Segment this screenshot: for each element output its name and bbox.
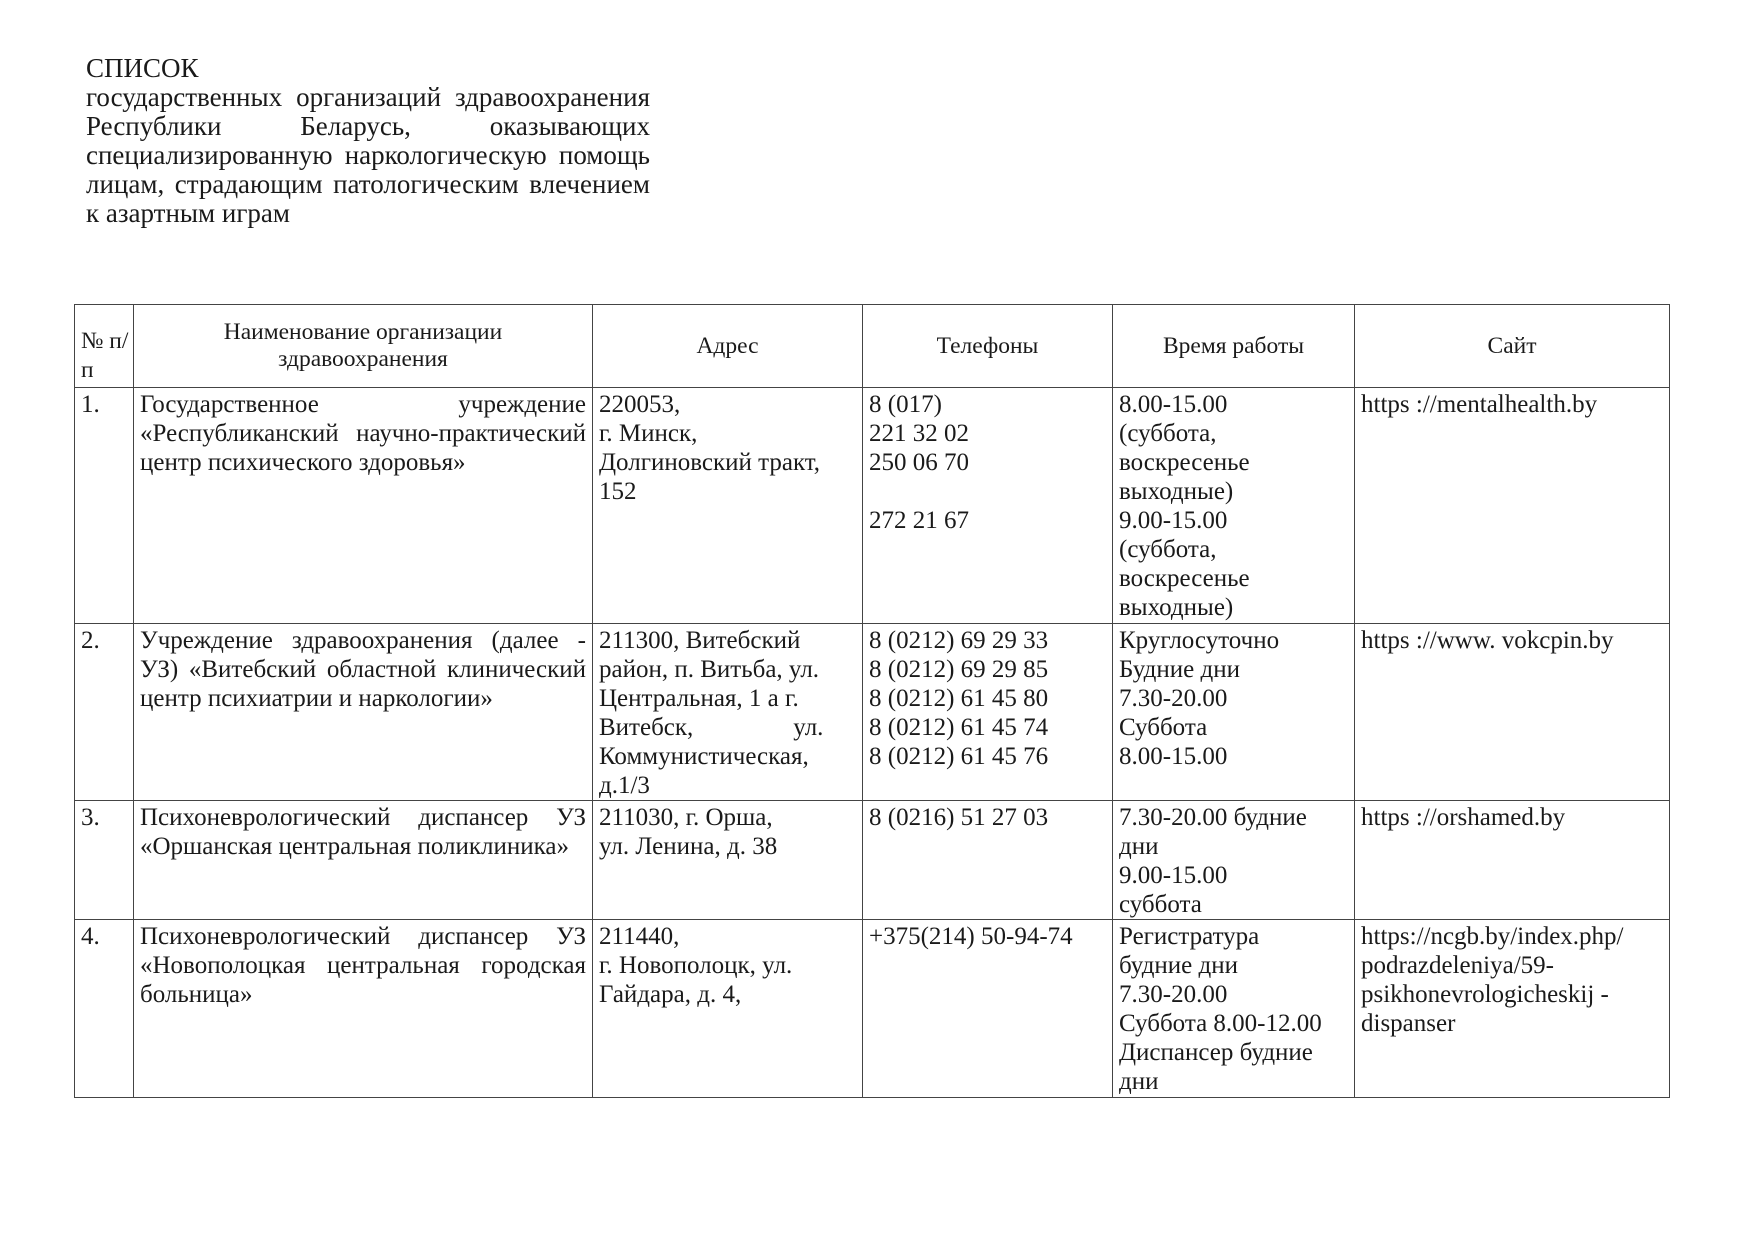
org-site: https ://orshamed.by — [1355, 801, 1670, 920]
document-heading — [86, 54, 650, 228]
row-num: 4. — [75, 920, 134, 1098]
org-hours — [1113, 801, 1355, 920]
hours-line: 8.00-15.00 — [1119, 391, 1228, 418]
table-row — [75, 388, 1670, 624]
org-name: Психоневрологический диспансер УЗ «Оршанская центральная поликлиника» — [134, 801, 593, 920]
hours-line: 7.30-20.00 будние — [1119, 804, 1307, 831]
phone-line: 8 (0212) 61 45 76 — [869, 743, 1049, 770]
org-address — [593, 801, 863, 920]
row-num: 2. — [75, 624, 134, 801]
phone-spacer — [869, 477, 1106, 506]
site-line: dispanser — [1361, 1010, 1456, 1037]
header-site: Сайт — [1355, 305, 1670, 388]
table-header-row — [75, 305, 1670, 388]
hours-line: 9.00-15.00 — [1119, 507, 1228, 534]
phone-line: 8 (0212) 69 29 33 — [869, 627, 1049, 654]
org-hours — [1113, 920, 1355, 1098]
hours-line: (суббота, — [1119, 536, 1217, 563]
org-name: Психоневрологический диспансер УЗ «Новополоцкая центральная городская больница» — [134, 920, 593, 1098]
org-site: https ://mentalhealth.by — [1355, 388, 1670, 624]
org-name: Государственное учреждение «Республиканский научно-практический центр психического здоровья» — [134, 388, 593, 624]
hours-line: дни — [1119, 833, 1159, 860]
hours-line: Суббота 8.00-12.00 — [1119, 1010, 1322, 1037]
org-phones — [863, 801, 1113, 920]
hours-line: выходные) — [1119, 478, 1234, 505]
table-row — [75, 920, 1670, 1098]
hours-line: воскресенье — [1119, 565, 1250, 592]
hours-line: 7.30-20.00 — [1119, 981, 1228, 1008]
phone-line: 8 (0212) 61 45 74 — [869, 714, 1049, 741]
hours-line: Будние дни — [1119, 656, 1240, 683]
org-phones — [863, 388, 1113, 624]
org-site — [1355, 920, 1670, 1098]
hours-line: 8.00-15.00 — [1119, 743, 1228, 770]
organizations-table — [74, 304, 1670, 1098]
header-hours: Время работы — [1113, 305, 1355, 388]
address-line: ул. Ленина, д. 38 — [599, 833, 778, 860]
hours-line: Диспансер будние — [1119, 1039, 1313, 1066]
address-line: Долгиновский тракт, — [599, 449, 821, 476]
address-line: Коммунистическая, — [599, 743, 809, 770]
address-line: 211440, — [599, 923, 680, 950]
hours-line: будние дни — [1119, 952, 1238, 979]
document-title: СПИСОК — [86, 53, 199, 83]
row-num: 1. — [75, 388, 134, 624]
phone-line: 221 32 02 — [869, 420, 969, 447]
address-line: Витебск, ул. — [599, 714, 824, 741]
hours-line: Суббота — [1119, 714, 1208, 741]
org-address — [593, 624, 863, 801]
site-line: podrazdeleniya/59- — [1361, 952, 1554, 979]
org-address — [593, 920, 863, 1098]
hours-line: 7.30-20.00 — [1119, 685, 1228, 712]
hours-line: Регистратура — [1119, 923, 1260, 950]
hours-line: воскресенье — [1119, 449, 1250, 476]
address-line: Центральная, 1 а г. — [599, 685, 799, 712]
address-line: Гайдара, д. 4, — [599, 981, 742, 1008]
hours-line: (суббота, — [1119, 420, 1217, 447]
table-row — [75, 801, 1670, 920]
hours-line: 9.00-15.00 — [1119, 862, 1228, 889]
document-subtitle: государственных организаций здравоохранения Республики Беларусь, оказывающих специализированную наркологическую помощь лицам, страдающим патологическим влечением к азартным играм — [86, 82, 650, 228]
header-name: Наименование организации здравоохранения — [134, 305, 593, 388]
site-line: psikhonevrologicheskij - — [1361, 981, 1609, 1008]
hours-line: суббота — [1119, 891, 1202, 918]
org-phones — [863, 920, 1113, 1098]
hours-line: Круглосуточно — [1119, 627, 1280, 654]
phone-line: 8 (017) — [869, 391, 942, 418]
phone-line: 250 06 70 — [869, 449, 969, 476]
table-row — [75, 624, 1670, 801]
hours-line: дни — [1119, 1068, 1159, 1095]
header-address: Адрес — [593, 305, 863, 388]
address-line: 211030, г. Орша, — [599, 804, 773, 831]
org-phones — [863, 624, 1113, 801]
hours-line: выходные) — [1119, 594, 1234, 621]
address-line: 152 — [599, 478, 637, 505]
org-name: Учреждение здравоохранения (далее - УЗ) «Витебский областной клинический центр психиатрии и наркологии» — [134, 624, 593, 801]
phone-line: +375(214) 50-94-74 — [869, 923, 1073, 950]
address-line: 220053, — [599, 391, 681, 418]
header-num: № п/п — [75, 305, 134, 388]
phone-line: 8 (0212) 69 29 85 — [869, 656, 1049, 683]
site-line: https://ncgb.by/index.php/ — [1361, 923, 1624, 950]
org-hours — [1113, 624, 1355, 801]
org-hours — [1113, 388, 1355, 624]
address-line: г. Новополоцк, ул. — [599, 952, 793, 979]
address-line: 211300, Витебский — [599, 627, 801, 654]
header-phones: Телефоны — [863, 305, 1113, 388]
address-line: г. Минск, — [599, 420, 698, 447]
phone-line: 8 (0216) 51 27 03 — [869, 804, 1049, 831]
address-line: д.1/3 — [599, 772, 650, 799]
address-line: район, п. Витьба, ул. — [599, 656, 820, 683]
org-site: https ://www. vokcpin.by — [1355, 624, 1670, 801]
phone-line: 8 (0212) 61 45 80 — [869, 685, 1049, 712]
phone-line: 272 21 67 — [869, 507, 969, 534]
org-address — [593, 388, 863, 624]
row-num: 3. — [75, 801, 134, 920]
